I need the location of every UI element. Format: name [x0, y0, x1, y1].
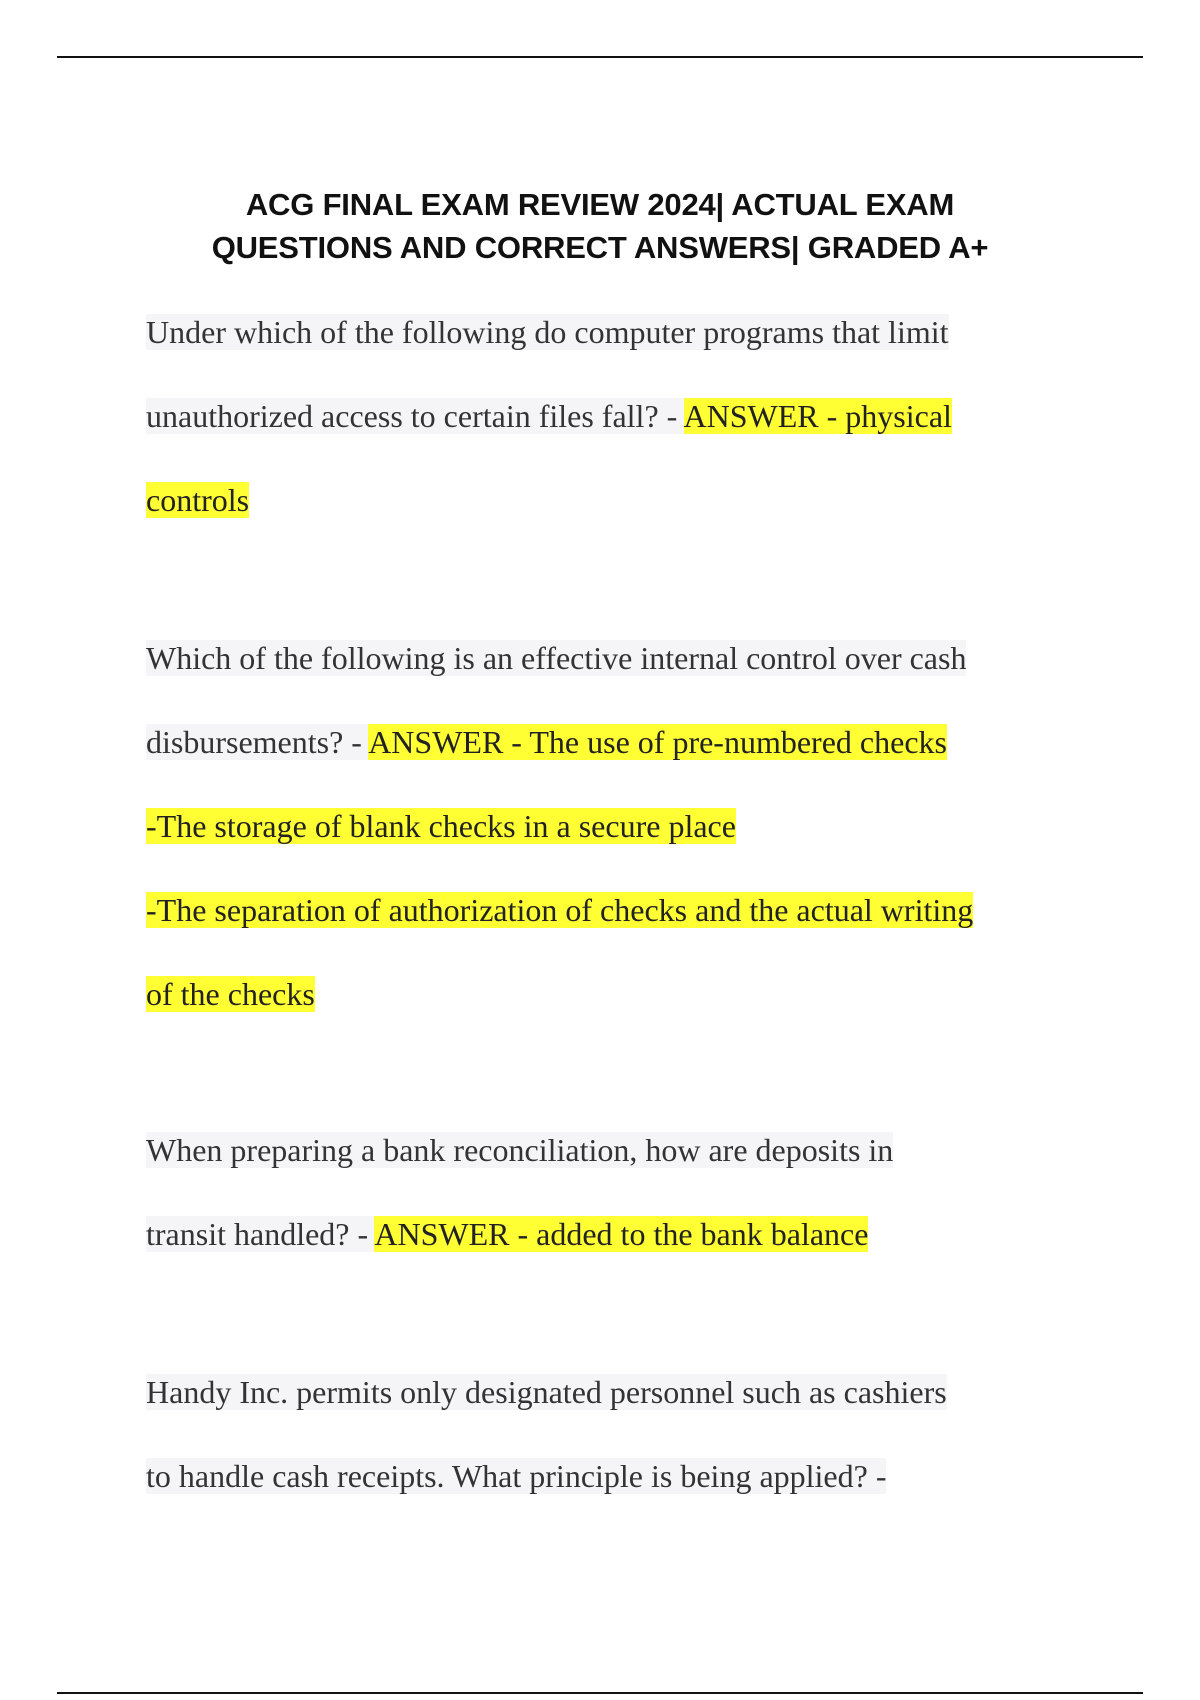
answer-highlight: ANSWER - The use of pre-numbered checks — [368, 724, 947, 760]
footer-rule — [57, 1692, 1143, 1694]
qa-line — [146, 1370, 947, 1414]
answer-highlight: -The storage of blank checks in a secure place — [146, 808, 736, 844]
answer-highlight: ANSWER - added to the bank balance — [374, 1216, 869, 1252]
qa-line — [146, 888, 973, 932]
title-line-2: QUESTIONS AND CORRECT ANSWERS| GRADED A+ — [211, 230, 989, 265]
question-text: to handle cash receipts. What principle is being applied? - — [146, 1458, 887, 1494]
question-text: transit handled? - — [146, 1216, 375, 1252]
question-text: disbursements? - — [146, 724, 369, 760]
question-text: When preparing a bank reconciliation, how are deposits in — [146, 1132, 894, 1168]
qa-line — [146, 636, 966, 680]
document-title — [150, 183, 1050, 269]
header-rule — [57, 56, 1143, 58]
qa-line — [146, 972, 315, 1016]
qa-line — [146, 394, 952, 438]
qa-line — [146, 478, 249, 522]
title-line-1: ACG FINAL EXAM REVIEW 2024| ACTUAL EXAM — [245, 187, 955, 222]
answer-highlight: of the checks — [146, 976, 315, 1012]
answer-highlight: -The separation of authorization of checks and the actual writing — [146, 892, 974, 928]
question-text: Under which of the following do computer programs that limit — [146, 314, 949, 350]
qa-line — [146, 1212, 868, 1256]
qa-line — [146, 1454, 886, 1498]
question-text: Which of the following is an effective internal control over cash — [146, 640, 967, 676]
answer-highlight: ANSWER - physical — [683, 398, 952, 434]
question-text: unauthorized access to certain files fall? - — [146, 398, 684, 434]
qa-line — [146, 804, 736, 848]
qa-line — [146, 310, 949, 354]
qa-line — [146, 720, 947, 764]
qa-line — [146, 1128, 893, 1172]
question-text: Handy Inc. permits only designated personnel such as cashiers — [146, 1374, 947, 1410]
answer-highlight: controls — [146, 482, 250, 518]
